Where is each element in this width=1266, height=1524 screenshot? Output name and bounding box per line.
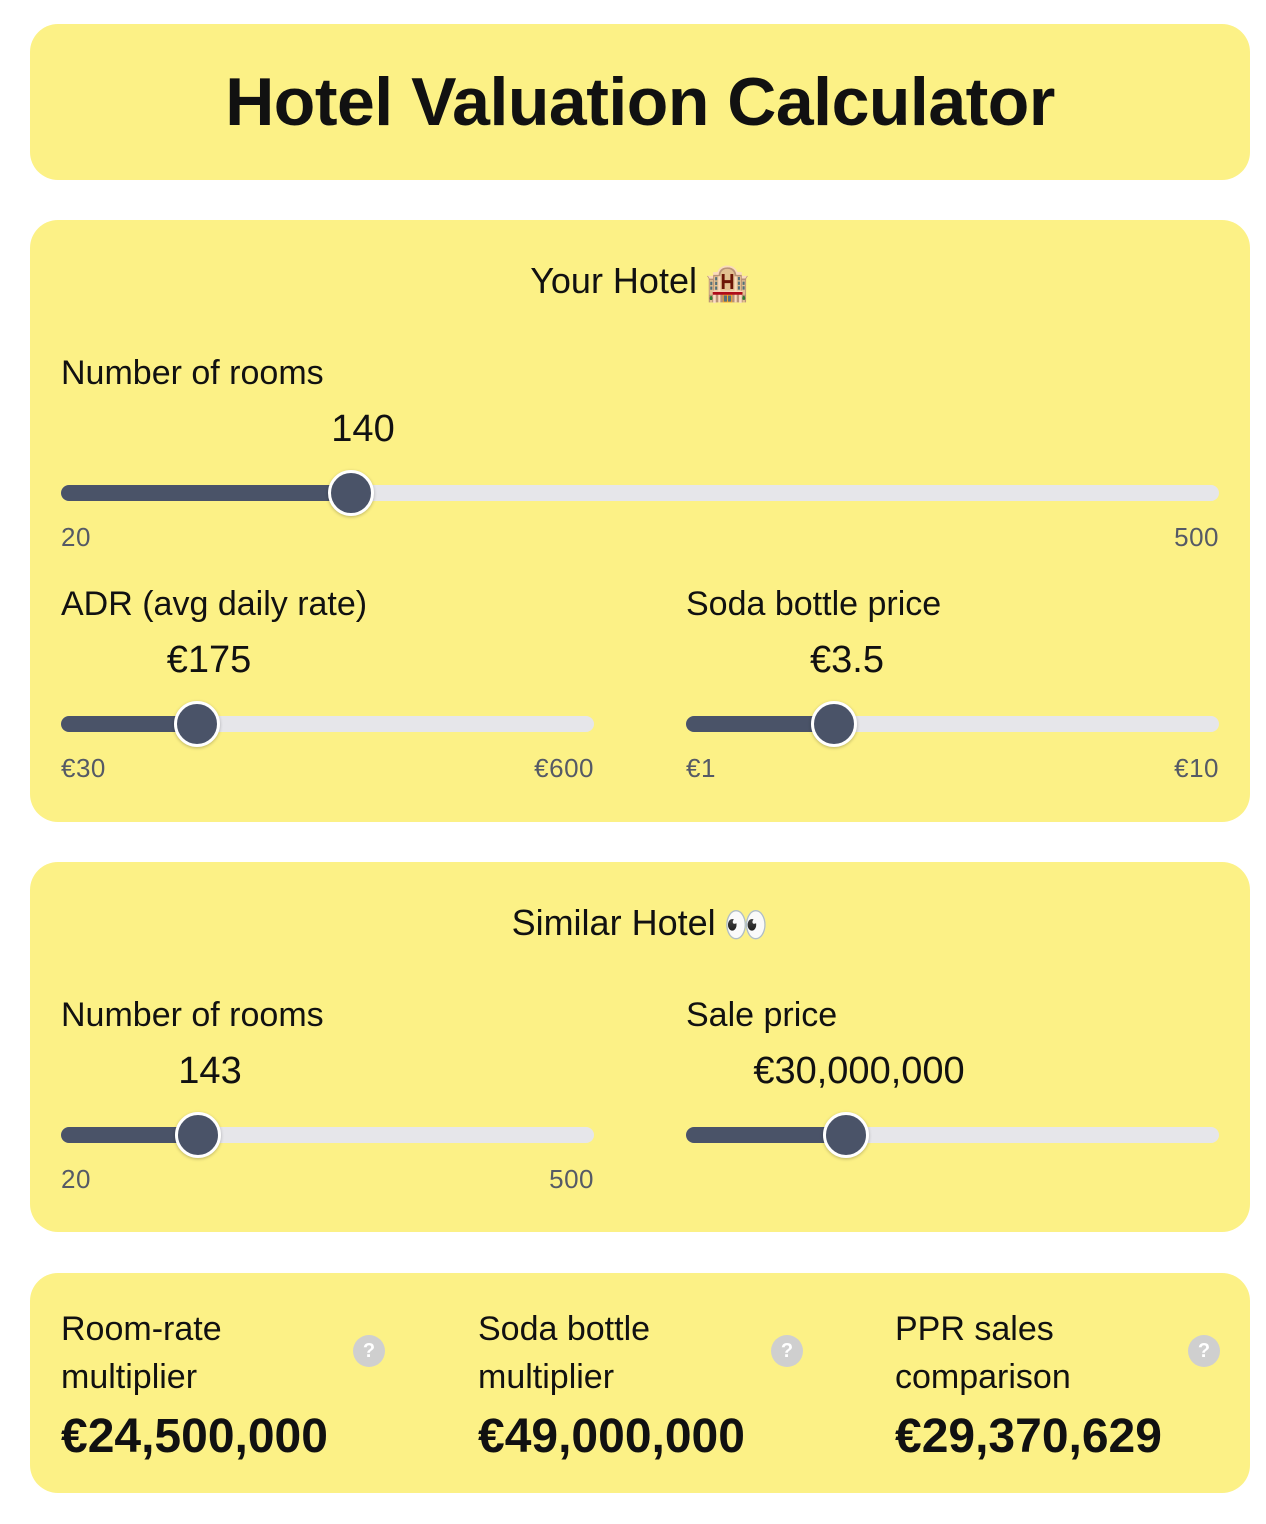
question-mark-icon[interactable]: ? [1188,1335,1220,1367]
similar-rooms-label: Number of rooms [61,996,324,1034]
your-hotel-card [30,220,1250,822]
soda-price-min: €1 [686,753,716,783]
eyes-emoji-icon: 👀 [723,904,769,946]
your-rooms-min: 20 [61,522,91,552]
sale-price-slider-thumb[interactable] [823,1112,869,1158]
page-title: Hotel Valuation Calculator [225,64,1055,140]
ppr-sales-comparison-value: €29,370,629 [895,1410,1162,1463]
soda-price-value: €3.5 [810,639,884,681]
results-card [30,1273,1250,1493]
your-rooms-value: 140 [331,408,395,450]
sale-price-field [686,996,1219,1196]
adr-slider[interactable] [61,716,594,732]
room-rate-multiplier-label: Room-rate multiplier [61,1310,222,1396]
your-rooms-slider[interactable] [61,485,1219,501]
adr-max: €600 [534,753,594,783]
your-rooms-field [61,354,1219,554]
sale-price-slider-fill [686,1127,846,1143]
your-rooms-slider-fill [61,485,351,501]
question-mark-icon[interactable]: ? [353,1335,385,1367]
adr-value: €175 [166,639,252,681]
soda-price-field [686,585,1219,785]
soda-bottle-multiplier-label: Soda bottle multiplier [478,1310,651,1396]
your-rooms-max: 500 [1174,522,1219,552]
similar-hotel-heading [30,902,1250,946]
similar-rooms-field [61,996,594,1196]
your-hotel-heading [30,260,1250,304]
ppr-sales-comparison-label: PPR sales comparison [895,1310,1071,1396]
your-hotel-title: Your Hotel [530,260,697,301]
adr-slider-thumb[interactable] [174,701,220,747]
similar-rooms-value: 143 [178,1050,242,1092]
title-card [30,24,1250,180]
sale-price-slider[interactable] [686,1127,1219,1143]
sale-price-label: Sale price [686,996,838,1034]
adr-field [61,585,594,785]
your-rooms-label: Number of rooms [61,354,324,392]
similar-hotel-card [30,862,1250,1232]
similar-rooms-slider[interactable] [61,1127,594,1143]
similar-rooms-max: 500 [549,1164,594,1194]
adr-min: €30 [61,753,106,783]
soda-price-max: €10 [1174,753,1219,783]
soda-bottle-multiplier-value: €49,000,000 [478,1410,745,1463]
room-rate-multiplier-value: €24,500,000 [61,1410,328,1463]
soda-price-slider[interactable] [686,716,1219,732]
sale-price-value: €30,000,000 [753,1050,965,1092]
adr-label: ADR (avg daily rate) [61,585,368,623]
similar-rooms-min: 20 [61,1164,91,1194]
question-mark-icon[interactable]: ? [771,1335,803,1367]
similar-rooms-slider-thumb[interactable] [175,1112,221,1158]
similar-hotel-title: Similar Hotel [511,902,716,943]
soda-price-label: Soda bottle price [686,585,942,623]
your-rooms-slider-thumb[interactable] [328,470,374,516]
hotel-emoji-icon: 🏨 [704,262,750,304]
soda-price-slider-thumb[interactable] [811,701,857,747]
